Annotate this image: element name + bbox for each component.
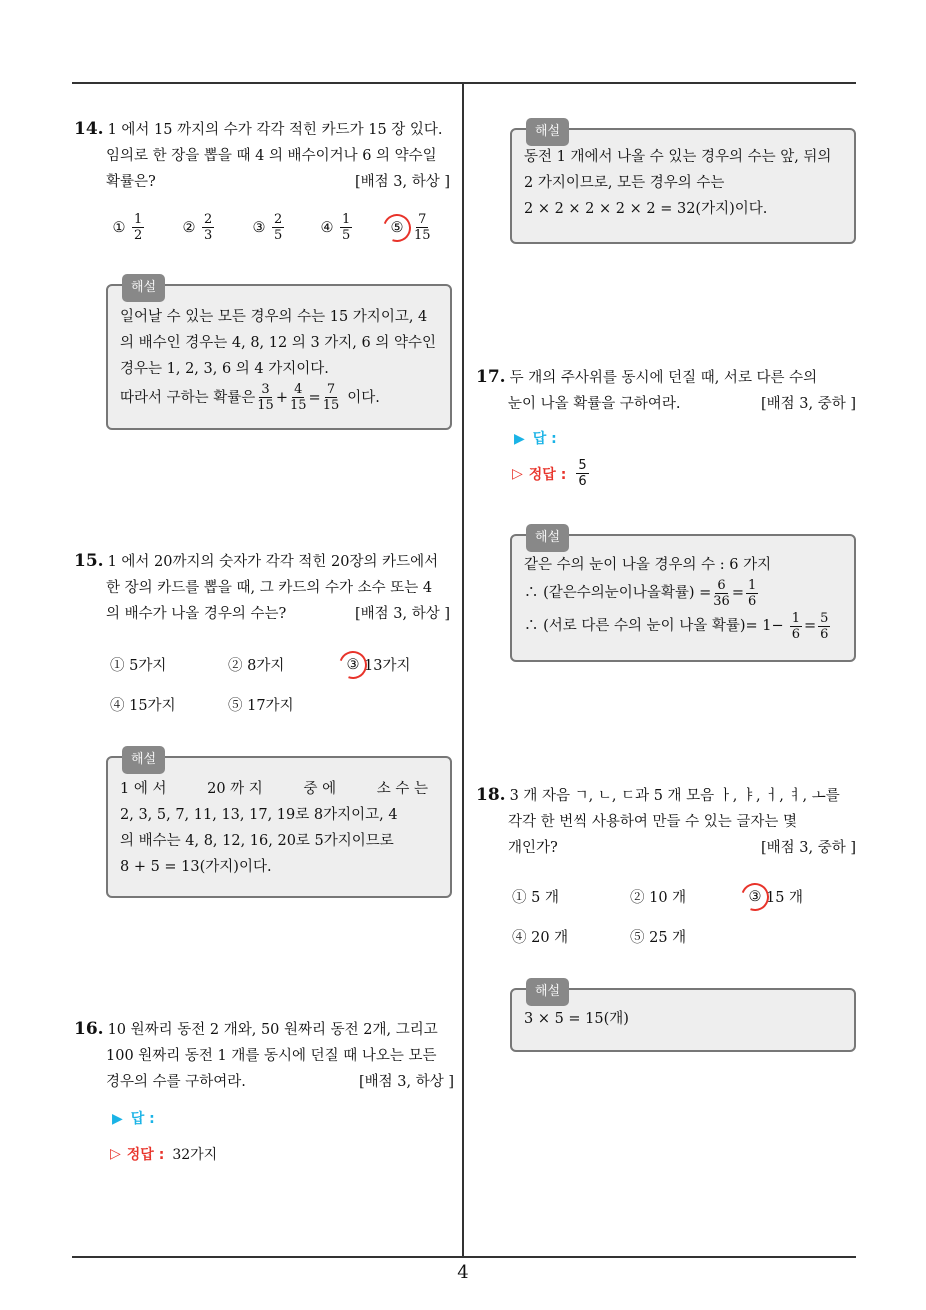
grade-label: [배점 3, 중하 ] — [760, 840, 856, 856]
explanation-line: 일어날 수 있는 모든 경우의 수는 15 가지이고, 4 — [120, 309, 428, 325]
choice-4[interactable]: ④ $\frac{1}{5}$ — [320, 212, 351, 243]
explanation-line: ∴ (서로 다른 수의 눈이 나올 확률)= 1− $\frac{1}{6}$ = $\frac{5}{6}$ — [524, 611, 829, 642]
explanation-line: 따라서 구하는 확률은 $\frac{3}{15}$ + $\frac{4}{15}$ = $\frac{7}{15}$ 이다. — [120, 382, 380, 413]
question-18 — [476, 782, 856, 861]
question-number: 16. — [74, 1019, 104, 1039]
top-rule — [72, 82, 856, 84]
triangle-outline-icon: ▷ — [110, 1146, 121, 1162]
explanation-line: 경우는 1, 2, 3, 6 의 4 가지이다. — [120, 361, 329, 377]
choice-4[interactable]: ④ 20 개 — [512, 930, 569, 946]
play-icon: ▶ — [514, 431, 525, 447]
question-text: 각각 한 번씩 사용하여 만들 수 있는 글자는 몇 — [508, 814, 797, 830]
question-text: 개인가? — [508, 840, 558, 856]
explanation-line: 2, 3, 5, 7, 11, 13, 17, 19로 8가지이고, 4 — [120, 807, 398, 823]
explanation-tag: 해설 — [526, 524, 569, 552]
choice-2[interactable]: ② 10 개 — [630, 890, 687, 906]
grade-label: [배점 3, 하상 ] — [354, 174, 450, 190]
choice-5[interactable]: ⑤ 25 개 — [630, 930, 687, 946]
choice-5[interactable]: ⑤ 17가지 — [228, 698, 294, 714]
explanation-line: 동전 1 개에서 나올 수 있는 경우의 수는 앞, 뒤의 — [524, 149, 832, 165]
explanation-box-14 — [106, 280, 452, 430]
question-number: 14. — [74, 119, 104, 139]
question-text: 두 개의 주사위를 동시에 던질 때, 서로 다른 수의 — [509, 370, 818, 386]
choice-5-marked[interactable]: ⑤ $\frac{7}{15}$ — [386, 212, 433, 243]
column-divider — [462, 82, 464, 1258]
explanation-line: 2 가지이므로, 모든 경우의 수는 — [524, 175, 725, 191]
question-text: 경우의 수를 구하여라. — [106, 1074, 246, 1090]
question-text: 3 개 자음 ㄱ, ㄴ, ㄷ과 5 개 모음 ㅏ, ㅑ, ㅓ, ㅕ, ㅗ를 — [509, 788, 840, 804]
choice-3-marked[interactable]: ③ 15 개 — [744, 886, 803, 907]
question-text: 1 에서 20까지의 숫자가 각각 적힌 20장의 카드에서 — [107, 554, 439, 570]
question-text: 눈이 나올 확률을 구하여라. — [508, 396, 681, 412]
choice-4[interactable]: ④ 15가지 — [110, 698, 176, 714]
grade-label: [배점 3, 하상 ] — [358, 1074, 454, 1090]
explanation-line: 의 배수인 경우는 4, 8, 12 의 3 가지, 6 의 약수인 — [120, 335, 436, 351]
answer-field-17[interactable]: ▶ 답 : — [514, 431, 557, 447]
explanation-box-15 — [106, 752, 452, 898]
grade-label: [배점 3, 하상 ] — [354, 606, 450, 622]
correct-answer-16: ▷ 정답 : 32가지 — [110, 1146, 218, 1163]
choices-18 — [512, 886, 842, 956]
play-icon: ▶ — [112, 1111, 123, 1127]
correct-answer-17: ▷ 정답 : $\frac{5}{6}$ — [512, 458, 587, 489]
choice-1[interactable]: ① 5가지 — [110, 658, 167, 674]
choice-1[interactable]: ① 5 개 — [512, 890, 559, 906]
question-16 — [74, 1016, 454, 1095]
question-text: 100 원짜리 동전 1 개를 동시에 던질 때 나오는 모든 — [106, 1048, 437, 1064]
question-text: 한 장의 카드를 뽑을 때, 그 카드의 수가 소수 또는 4 — [106, 580, 433, 596]
answer-field-16[interactable]: ▶ 답 : — [112, 1111, 155, 1127]
triangle-outline-icon: ▷ — [512, 465, 523, 482]
question-15 — [74, 548, 450, 627]
question-text: 임의로 한 장을 뽑을 때 4 의 배수이거나 6 의 약수일 — [106, 148, 437, 164]
question-number: 15. — [74, 551, 104, 571]
question-17 — [476, 364, 856, 417]
explanation-line: 2 × 2 × 2 × 2 × 2 = 32(가지)이다. — [524, 201, 768, 217]
explanation-tag: 해설 — [526, 118, 569, 146]
explanation-line: 8 + 5 = 13(가지)이다. — [120, 859, 272, 875]
question-text: 확률은? — [106, 174, 156, 190]
explanation-tag: 해설 — [122, 746, 165, 774]
choice-3[interactable]: ③ $\frac{2}{5}$ — [252, 212, 283, 243]
explanation-box-16 — [510, 124, 856, 244]
question-14 — [74, 116, 450, 195]
explanation-tag: 해설 — [122, 274, 165, 302]
explanation-line: 같은 수의 눈이 나올 경우의 수 : 6 가지 — [524, 557, 772, 573]
page-number: 4 — [457, 1262, 469, 1283]
explanation-line: 의 배수는 4, 8, 12, 16, 20로 5가지이므로 — [120, 833, 394, 849]
grade-label: [배점 3, 중하 ] — [760, 396, 856, 412]
choice-2[interactable]: ② $\frac{2}{3}$ — [182, 212, 213, 243]
choice-3-marked[interactable]: ③ 13가지 — [342, 654, 410, 675]
question-number: 17. — [476, 367, 506, 387]
explanation-box-18 — [510, 984, 856, 1052]
choices-14 — [108, 212, 448, 252]
question-number: 18. — [476, 785, 506, 805]
explanation-line: 1 에 서 20 까 지 중 에 소 수 는 — [120, 781, 428, 797]
question-text: 의 배수가 나올 경우의 수는? — [106, 606, 287, 622]
bottom-rule — [72, 1256, 856, 1258]
question-text: 10 원짜리 동전 2 개와, 50 원짜리 동전 2개, 그리고 — [107, 1022, 438, 1038]
choices-15 — [110, 654, 430, 724]
explanation-line: ∴ (같은수의눈이나올확률) = $\frac{6}{36}$ = $\frac{1}{6}$ — [524, 578, 757, 609]
explanation-line: 3 × 5 = 15(개) — [524, 1011, 629, 1027]
choice-2[interactable]: ② 8가지 — [228, 658, 285, 674]
explanation-box-17 — [510, 530, 856, 662]
question-text: 1 에서 15 까지의 수가 각각 적힌 카드가 15 장 있다. — [107, 122, 443, 138]
choice-1[interactable]: ① $\frac{1}{2}$ — [112, 212, 143, 243]
explanation-tag: 해설 — [526, 978, 569, 1006]
